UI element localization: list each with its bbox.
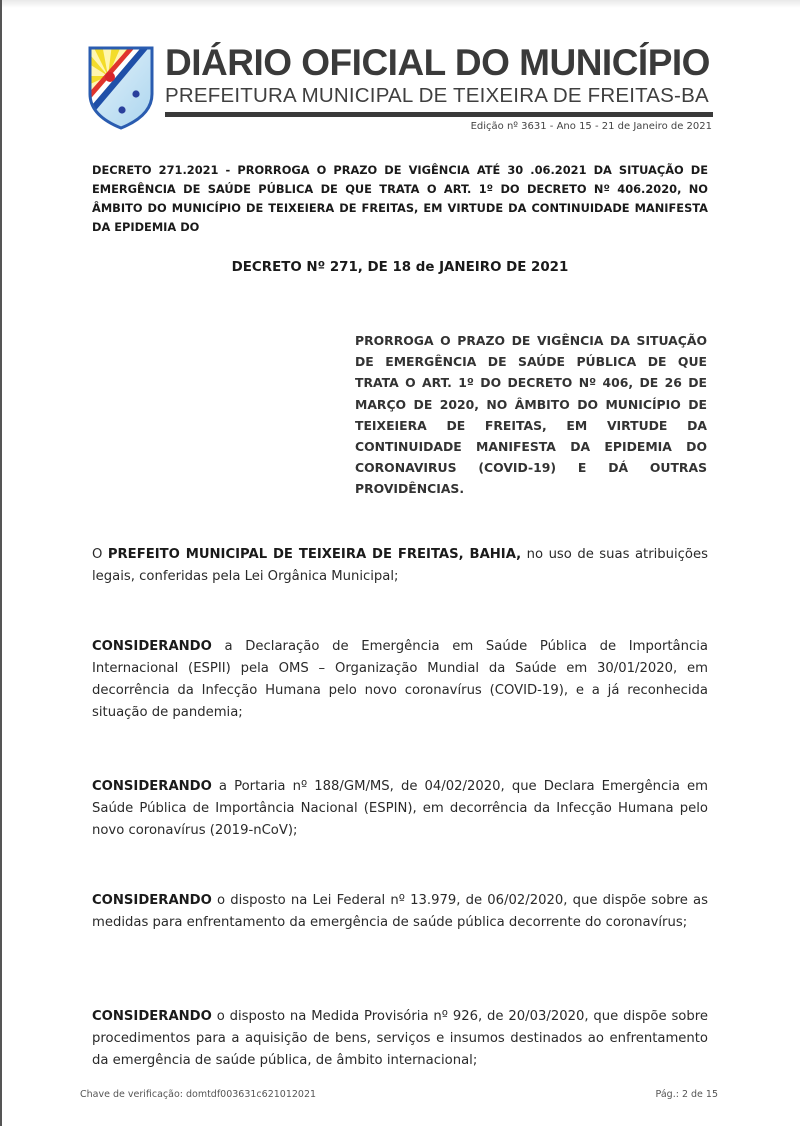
page-top-shadow [0, 0, 800, 8]
verification-key: Chave de verificação: domtdf003631c621012021 [80, 1089, 317, 1100]
paragraph-considerando [92, 636, 708, 724]
paragraph-text: a Declaração de Emergência em Saúde Pública de Importância Internacional (ESPII) pela OMS – Organização Mundial da Saúde em 30/01/2020, em decorrência da Infecção Humana pelo novo coronavírus (COVID-19), e a já reconhecida situação de pandemia; [92, 639, 708, 720]
shield-icon [86, 44, 156, 130]
paragraph-text: a Portaria nº 188/GM/MS, de 04/02/2020, que Declara Emergência em Saúde Pública de Importância Nacional (ESPIN), em decorrência da Infecção Humana pelo novo coronavírus (2019-nCoV); [92, 779, 708, 838]
paragraph-text: o disposto na Lei Federal nº 13.979, de 06/02/2020, que dispõe sobre as medidas para enfrentamento da emergência de saúde pública decorrente do coronavírus; [92, 893, 708, 930]
paragraph-bold: CONSIDERANDO [92, 639, 212, 654]
decree-title: DECRETO Nº 271, DE 18 de JANEIRO DE 2021 [231, 260, 569, 275]
paragraph-bold: CONSIDERANDO [92, 1009, 212, 1024]
decree-summary: DECRETO 271.2021 - PRORROGA O PRAZO DE VIGÊNCIA ATÉ 30 .06.2021 DA SITUAÇÃO DE EMERGÊNCIA DE SAÚDE PÚBLICA DE QUE TRATA O ART. 1º DO DECRETO Nº 406.2020, NO ÂMBITO DO MUNICÍPIO DE TEIXEIERA DE FREITAS, EM VIRTUDE DA CONTINUIDADE MANIFESTA DA EPIDEMIA DO [92, 163, 708, 234]
journal-subtitle: PREFEITURA MUNICIPAL DE TEIXEIRA DE FREITAS-BA [165, 84, 709, 107]
header-rule [165, 112, 713, 117]
page-left-border [0, 0, 2, 1126]
coat-of-arms-logo [86, 44, 156, 130]
paragraph-considerando [92, 776, 708, 842]
journal-title: DIÁRIO OFICIAL DO MUNICÍPIO [165, 42, 710, 83]
paragraph-text: no uso de suas atribuições legais, conferidas pela Lei Orgânica Municipal; [92, 547, 708, 584]
paragraph-preamble [92, 544, 708, 588]
paragraph-considerando [92, 890, 708, 934]
paragraph-prefix: O [92, 547, 108, 562]
page-number: Pág.: 2 de 15 [655, 1089, 718, 1100]
paragraph-considerando [92, 1006, 708, 1072]
paragraph-bold: PREFEITO MUNICIPAL DE TEIXEIRA DE FREITAS, BAHIA, [107, 547, 522, 562]
decree-ementa: PRORROGA O PRAZO DE VIGÊNCIA DA SITUAÇÃO DE EMERGÊNCIA DE SAÚDE PÚBLICA DE QUE TRATA O ART. 1º DO DECRETO Nº 406, DE 26 DE MARÇO DE 2020, NO ÂMBITO DO MUNICÍPIO DE TEIXEIERA DE FREITAS, EM VIRTUDE DA CONTINUIDADE MANIFESTA DA EPIDEMIA DO CORONAVIRUS (COVID-19) E DÁ OUTRAS PROVIDÊNCIAS. [355, 333, 707, 497]
paragraph-bold: CONSIDERANDO [92, 779, 212, 794]
paragraph-text: o disposto na Medida Provisória nº 926, de 20/03/2020, que dispõe sobre procedimentos para a aquisição de bens, serviços e insumos destinados ao enfrentamento da emergência de saúde pública, de âmbito internacional; [92, 1009, 708, 1068]
edition-info: Edição nº 3631 - Ano 15 - 21 de Janeiro de 2021 [470, 121, 712, 132]
paragraph-bold: CONSIDERANDO [92, 893, 212, 908]
